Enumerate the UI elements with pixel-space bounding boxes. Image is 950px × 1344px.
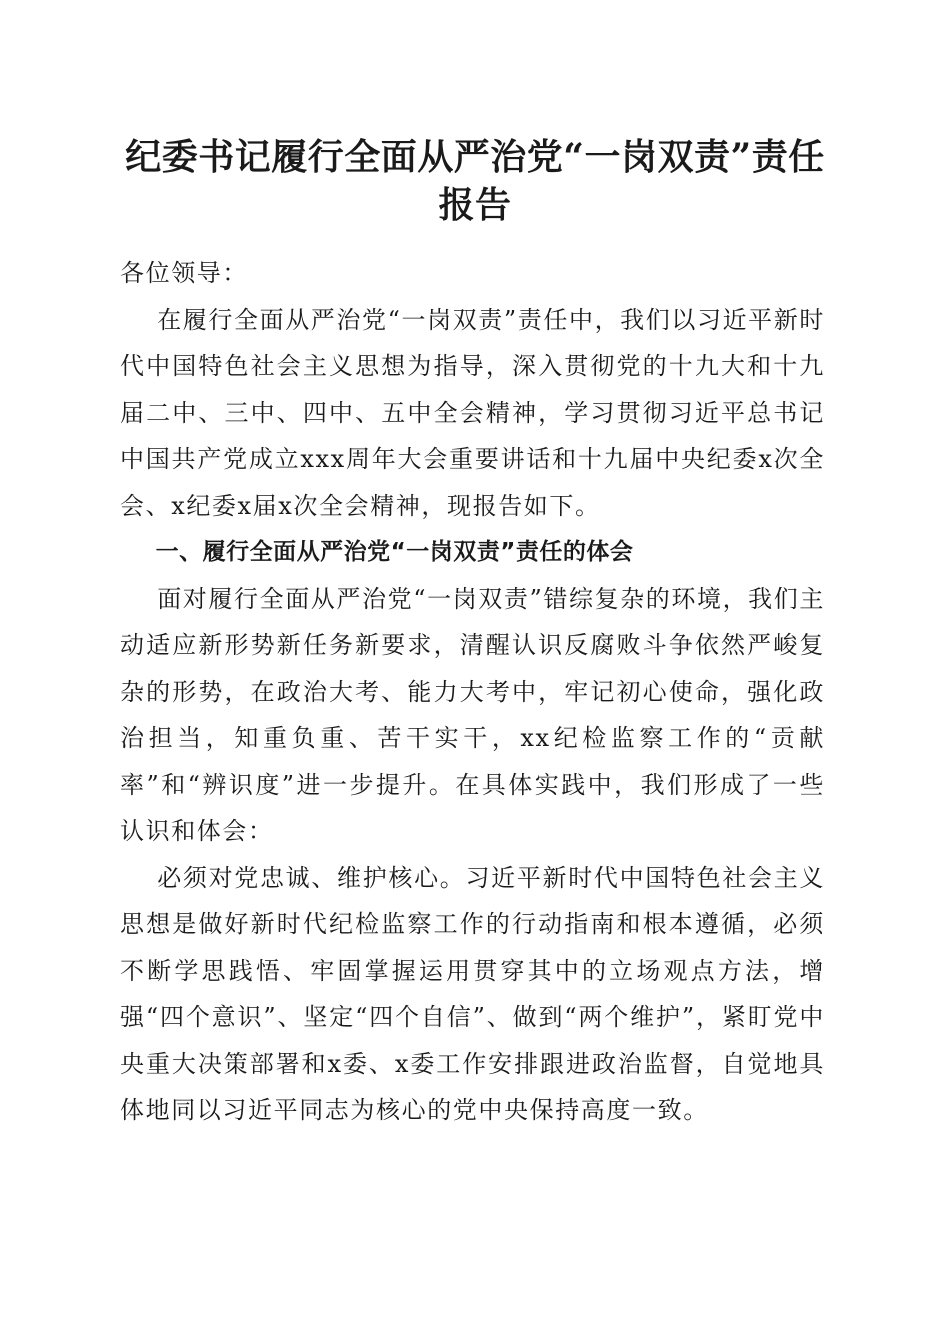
body-paragraph: 必须对党忠诚、维护核心。习近平新时代中国特色社会主义思想是做好新时代纪检监察工作的行动指南和根本遵循，必须不断学思践悟、牢固掌握运用贯穿其中的立场观点方法，增强“四个意识”、坚定“四个自信”、做到“两个维护”，紧盯党中央重大决策部署和x委、x委工作安排跟进政治监督，自觉地具体地同以习近平同志为核心的党中央保持高度一致。 bbox=[120, 863, 825, 1124]
document-title bbox=[110, 133, 840, 229]
intro-paragraph: 在履行全面从严治党“一岗双责”责任中，我们以习近平新时代中国特色社会主义思想为指导，深入贯彻党的十九大和十九届二中、三中、四中、五中全会精神，学习贯彻习近平总书记中国共产党成立xxx周年大会重要讲话和十九届中央纪委x次全会、x纪委x届x次全会精神，现报告如下。 bbox=[120, 305, 825, 520]
section-heading: 一、履行全面从严治党“一岗双责”责任的体会 bbox=[155, 539, 634, 565]
title-line-2: 报告 bbox=[438, 184, 512, 226]
title-line-1: 纪委书记履行全面从严治党“一岗双责”责任 bbox=[125, 136, 825, 178]
salutation: 各位领导： bbox=[120, 259, 248, 287]
document-body bbox=[120, 250, 825, 1134]
body-paragraph: 面对履行全面从严治党“一岗双责”错综复杂的环境，我们主动适应新形势新任务新要求，清醒认识反腐败斗争依然严峻复杂的形势，在政治大考、能力大考中，牢记初心使命，强化政治担当，知重负重、苦干实干，xx纪检监察工作的“贡献率”和“辨识度”进一步提升。在具体实践中，我们形成了一些认识和体会： bbox=[120, 584, 825, 845]
